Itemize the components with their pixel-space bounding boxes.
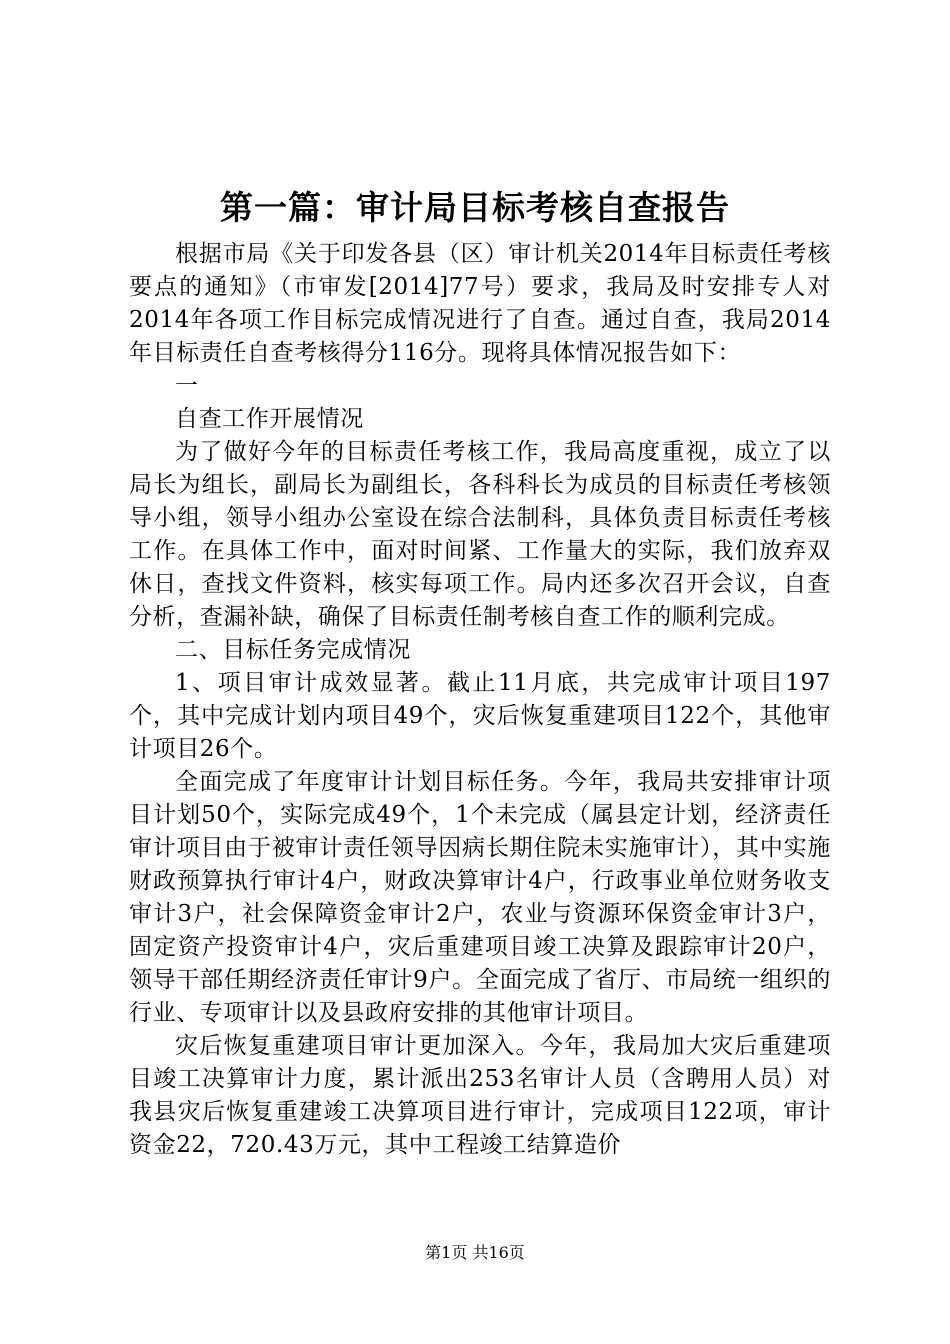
- paragraph-annual-plan: 全面完成了年度审计计划目标任务。今年，我局共安排审计项目计划50个，实际完成49个，1个未完成（属县定计划，经济责任审计项目由于被审计责任领导因病长期住院未实施审计），其中实施财政预算执行审计4户，财政决算审计4户，行政事业单位财务收支审计3户，社会保障资金审计2户，农业与资源环保资金审计3户，固定资产投资审计4户，灾后重建项目竣工决算及跟踪审计20户，领导干部任期经济责任审计9户。全面完成了省厅、市局统一组织的行业、专项审计以及县政府安排的其他审计项目。: [129, 769, 831, 1026]
- document-body: [129, 238, 831, 1162]
- paragraph-project-audit: 1、项目审计成效显著。截止11月底，共完成审计项目197个，其中完成计划内项目49个，灾后恢复重建项目122个，其他审计项目26个。: [129, 670, 831, 762]
- paragraph-self-check: 为了做好今年的目标责任考核工作，我局高度重视，成立了以局长为组长，副局长为副组长，各科科长为成员的目标责任考核领导小组，领导小组办公室设在综合法制科，具体负责目标责任考核工作。在具体工作中，面对时间紧、工作量大的实际，我们放弃双休日，查找文件资料，核实每项工作。局内还多次召开会议，自查分析，查漏补缺，确保了目标责任制考核自查工作的顺利完成。: [129, 439, 831, 630]
- section-number-one: 一: [175, 373, 199, 399]
- page-number-footer: 第1页 共16页: [425, 1243, 525, 1262]
- section-heading-targets: 二、目标任务完成情况: [175, 637, 411, 663]
- section-heading-self-check: 自查工作开展情况: [175, 406, 364, 432]
- paragraph-intro: 根据市局《关于印发各县（区）审计机关2014年目标责任考核要点的通知》（市审发[2014]77号）要求，我局及时安排专人对2014年各项工作目标完成情况进行了自查。通过自查，我局2014年目标责任自查考核得分116分。现将具体情况报告如下：: [129, 241, 831, 366]
- paragraph-reconstruction: 灾后恢复重建项目审计更加深入。今年，我局加大灾后重建项目竣工决算审计力度，累计派出253名审计人员（含聘用人员）对我县灾后恢复重建竣工决算项目进行审计，完成项目122项，审计资金22，720.43万元，其中工程竣工结算造价: [129, 1033, 831, 1158]
- document-title: 第一篇：审计局目标考核自查报告: [220, 188, 730, 227]
